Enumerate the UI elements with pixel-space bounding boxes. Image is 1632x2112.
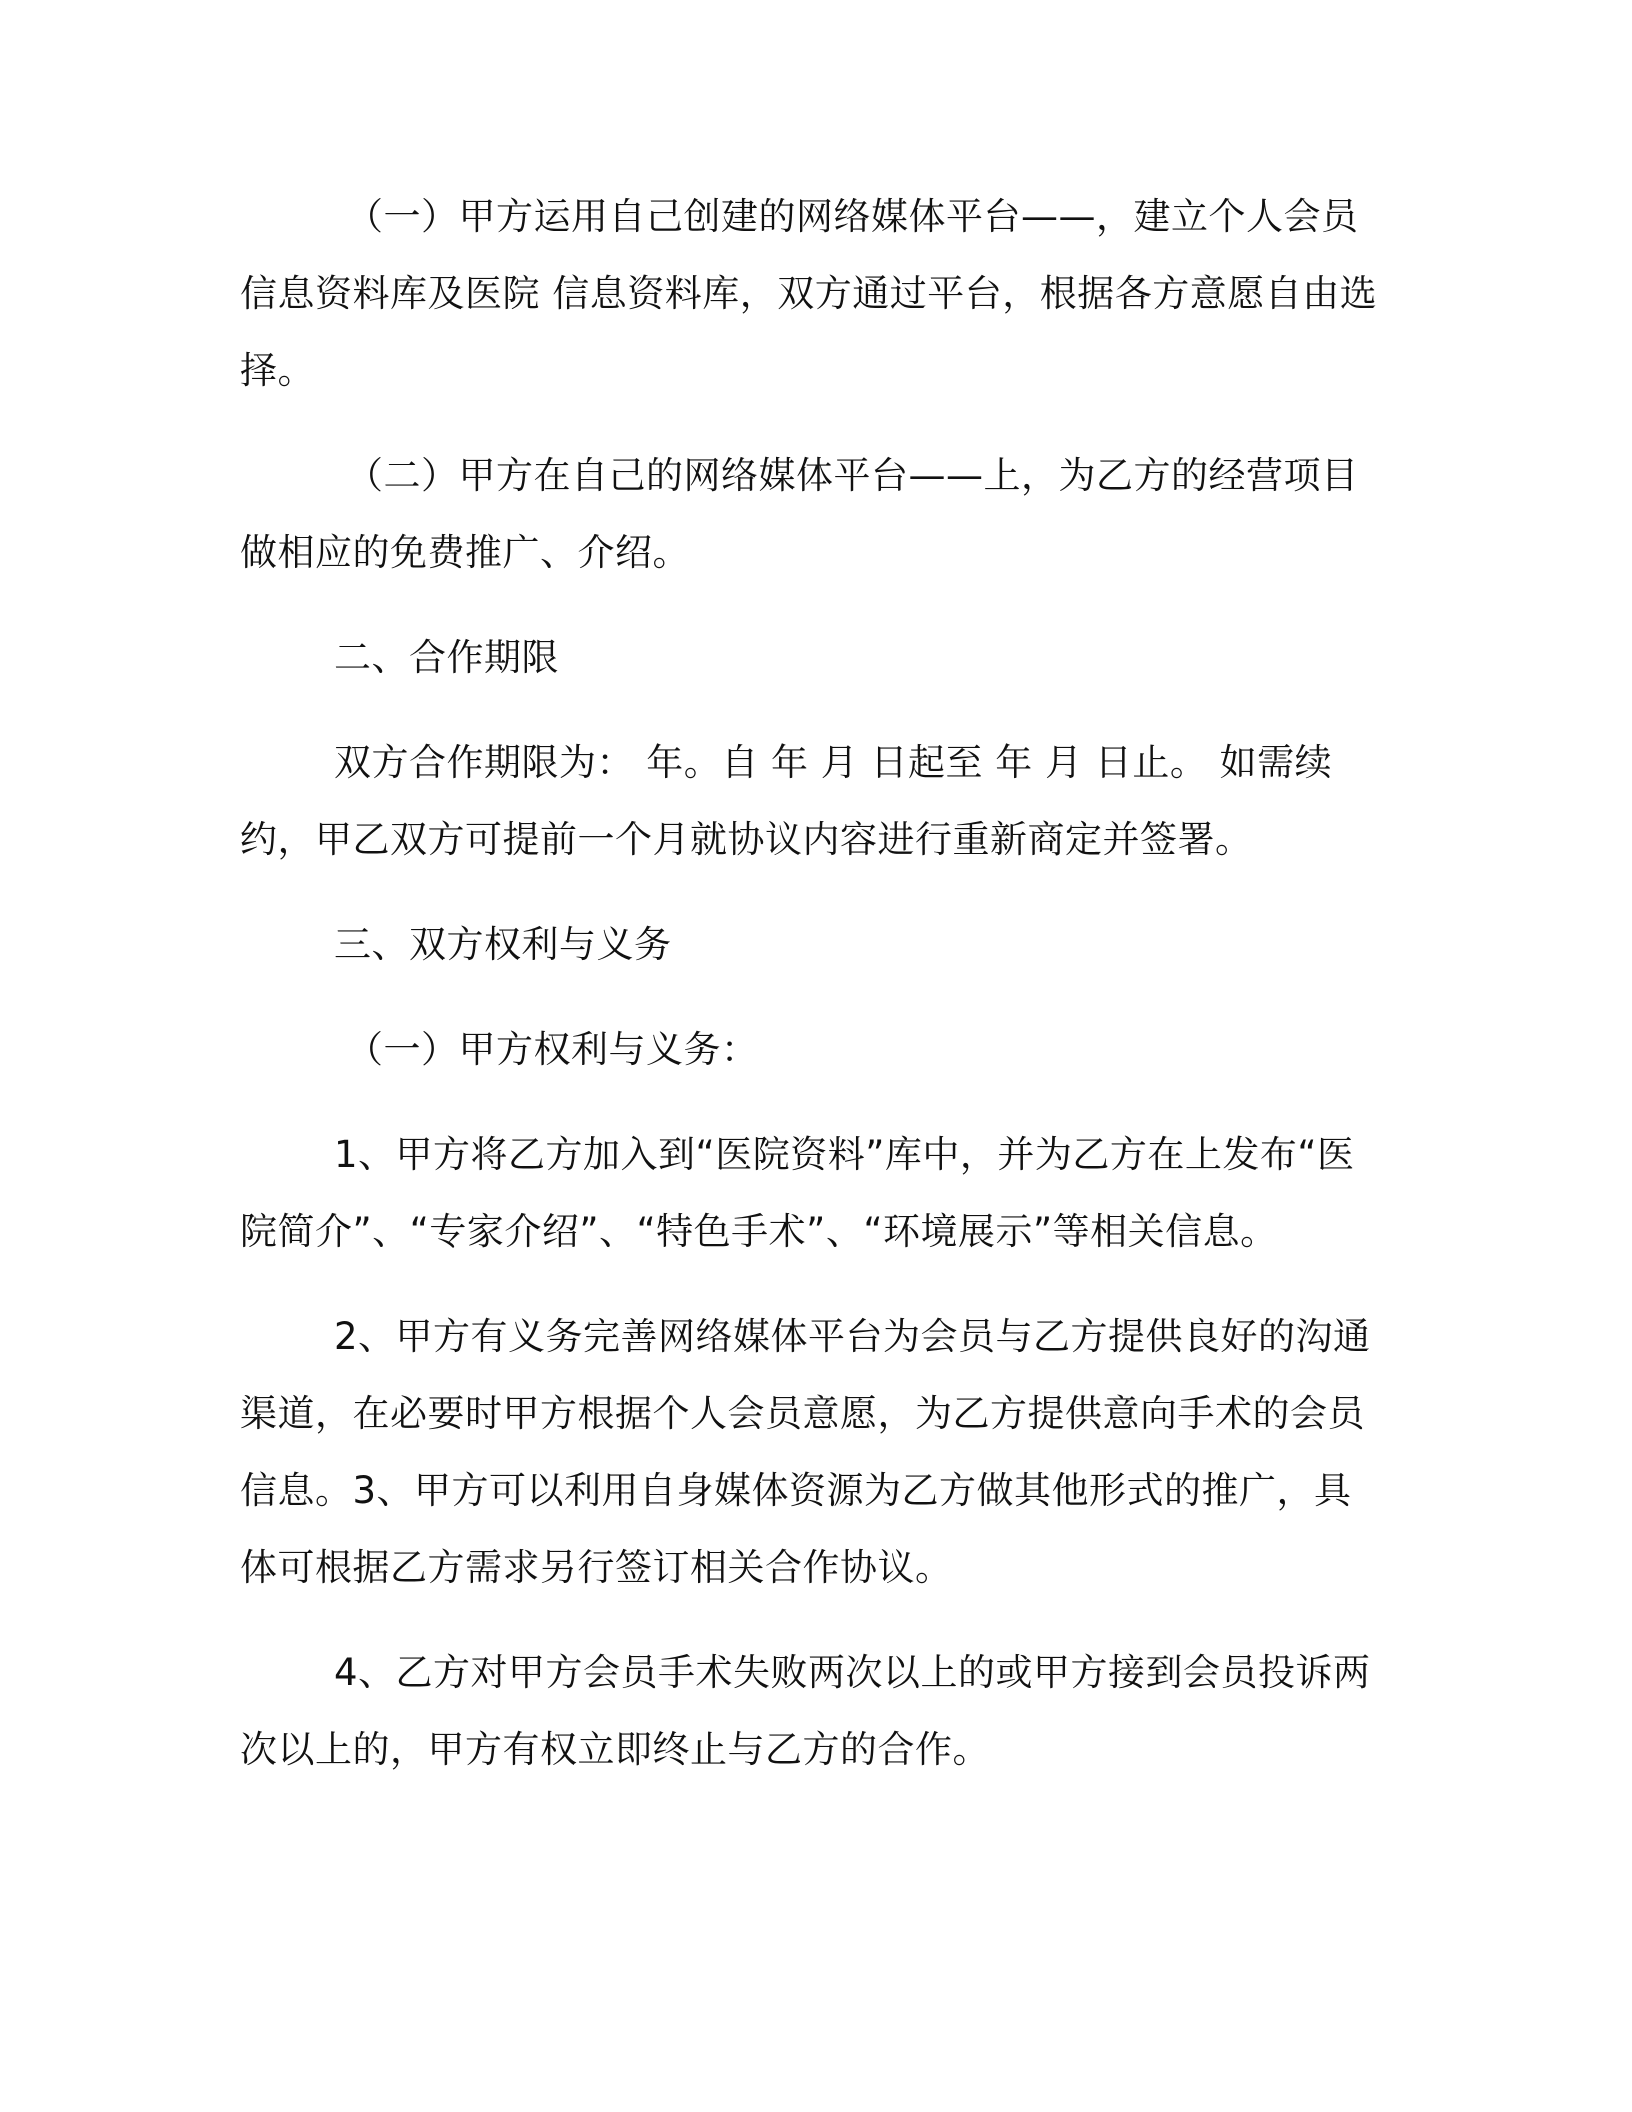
- paragraph-item-2-3: 2、甲方有义务完善网络媒体平台为会员与乙方提供良好的沟通渠道，在必要时甲方根据个人会员意愿，为乙方提供意向手术的会员信息。3、甲方可以利用自身媒体资源为乙方做其他形式的推广，具体可根据乙方需求另行签订相关合作协议。: [240, 1315, 1371, 1589]
- paragraph-platform-database: （一）甲方运用自己创建的网络媒体平台——，建立个人会员信息资料库及医院 信息资料库，双方通过平台，根据各方意愿自由选择。: [240, 195, 1378, 392]
- heading-cooperation-term: 二、合作期限: [334, 636, 559, 679]
- paragraph-item-1: 1、甲方将乙方加入到“医院资料”库中，并为乙方在上发布“医院简介”、“专家介绍”、“特色手术”、“环境展示”等相关信息。: [240, 1133, 1355, 1253]
- document-body: [240, 178, 1380, 1816]
- heading-rights-obligations: 三、双方权利与义务: [334, 923, 672, 966]
- paragraph-cooperation-term: 双方合作期限为： 年。自 年 月 日起至 年 月 日止。 如需续约，甲乙双方可提前一个月就协议内容进行重新商定并签署。: [240, 741, 1333, 861]
- paragraph-free-promotion: （二）甲方在自己的网络媒体平台——上，为乙方的经营项目做相应的免费推广、介绍。: [240, 454, 1359, 574]
- heading-party-a-rights: （一）甲方权利与义务：: [346, 1028, 759, 1071]
- paragraph-item-4: 4、乙方对甲方会员手术失败两次以上的或甲方接到会员投诉两次以上的，甲方有权立即终止与乙方的合作。: [240, 1651, 1371, 1771]
